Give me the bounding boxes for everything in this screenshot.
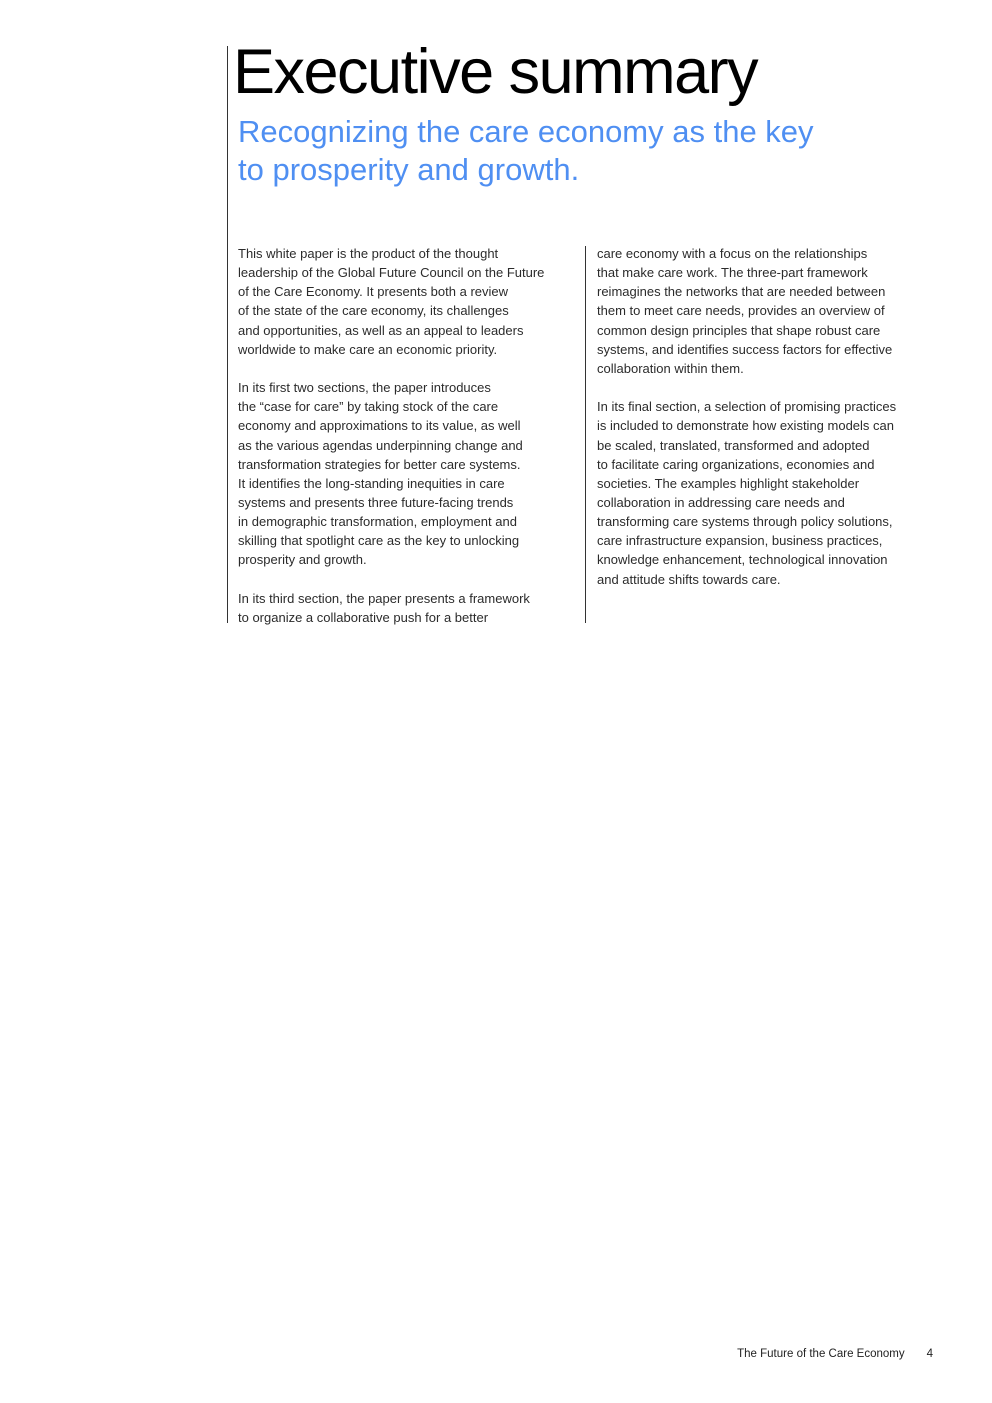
page-subtitle: [238, 113, 878, 189]
text-line: In its final section, a selection of promising practices: [597, 399, 897, 415]
text-line: to facilitate caring organizations, economies and: [597, 456, 875, 472]
column-divider-rule: [585, 246, 586, 623]
text-line: worldwide to make care an economic priority.: [238, 341, 498, 357]
subtitle-line: Recognizing the care economy as the key: [238, 114, 814, 149]
paragraph: [238, 589, 578, 627]
text-line: care economy with a focus on the relationships: [597, 246, 868, 261]
text-line: skilling that spotlight care as the key to unlocking: [238, 533, 520, 549]
text-line: collaboration within them.: [597, 360, 744, 376]
text-line: the “case for care” by taking stock of the care: [238, 399, 499, 415]
text-line: that make care work. The three-part framework: [597, 265, 868, 281]
text-line: systems, and identifies success factors for effective: [597, 341, 893, 357]
text-line: in demographic transformation, employment and: [238, 514, 517, 530]
text-line: societies. The examples highlight stakeholder: [597, 475, 860, 491]
text-line: economy and approximations to its value, as well: [238, 418, 521, 434]
text-line: In its third section, the paper presents a framework: [238, 590, 530, 606]
text-line: reimagines the networks that are needed between: [597, 284, 886, 300]
left-vertical-rule: [227, 46, 228, 623]
text-line: systems and presents three future-facing trends: [238, 495, 514, 511]
text-line: of the Care Economy. It presents both a review: [238, 284, 509, 300]
text-line: and opportunities, as well as an appeal to leaders: [238, 322, 524, 338]
text-line: This white paper is the product of the thought: [238, 246, 499, 261]
text-line: them to meet care needs, provides an overview of: [597, 303, 885, 319]
body-column-left: [238, 244, 578, 646]
text-line: In its first two sections, the paper introduces: [238, 380, 491, 396]
text-line: prosperity and growth.: [238, 552, 367, 568]
body-column-right: [597, 244, 942, 608]
text-line: be scaled, translated, transformed and adopted: [597, 437, 870, 453]
text-line: leadership of the Global Future Council on the Future: [238, 265, 545, 281]
text-line: transformation strategies for better care systems.: [238, 456, 521, 472]
page-footer: [0, 1346, 933, 1362]
text-line: as the various agendas underpinning change and: [238, 437, 523, 453]
text-line: care infrastructure expansion, business practices,: [597, 533, 883, 549]
paragraph: [238, 378, 578, 570]
text-line: transforming care systems through policy solutions,: [597, 514, 893, 530]
paragraph: [597, 397, 942, 589]
subtitle-line: to prosperity and growth.: [238, 152, 580, 187]
page-title: Executive summary: [233, 37, 758, 107]
text-line: is included to demonstrate how existing models can: [597, 418, 894, 434]
page-number: 4: [926, 1348, 933, 1360]
text-line: and attitude shifts towards care.: [597, 571, 781, 587]
text-line: knowledge enhancement, technological innovation: [597, 552, 888, 568]
text-line: collaboration in addressing care needs and: [597, 495, 845, 511]
paragraph: [238, 244, 578, 359]
footer-publication-title: The Future of the Care Economy: [737, 1348, 905, 1360]
text-line: It identifies the long-standing inequities in care: [238, 475, 505, 491]
text-line: to organize a collaborative push for a better: [238, 609, 489, 625]
paragraph: [597, 244, 942, 378]
text-line: common design principles that shape robust care: [597, 322, 881, 338]
text-line: of the state of the care economy, its challenges: [238, 303, 509, 319]
